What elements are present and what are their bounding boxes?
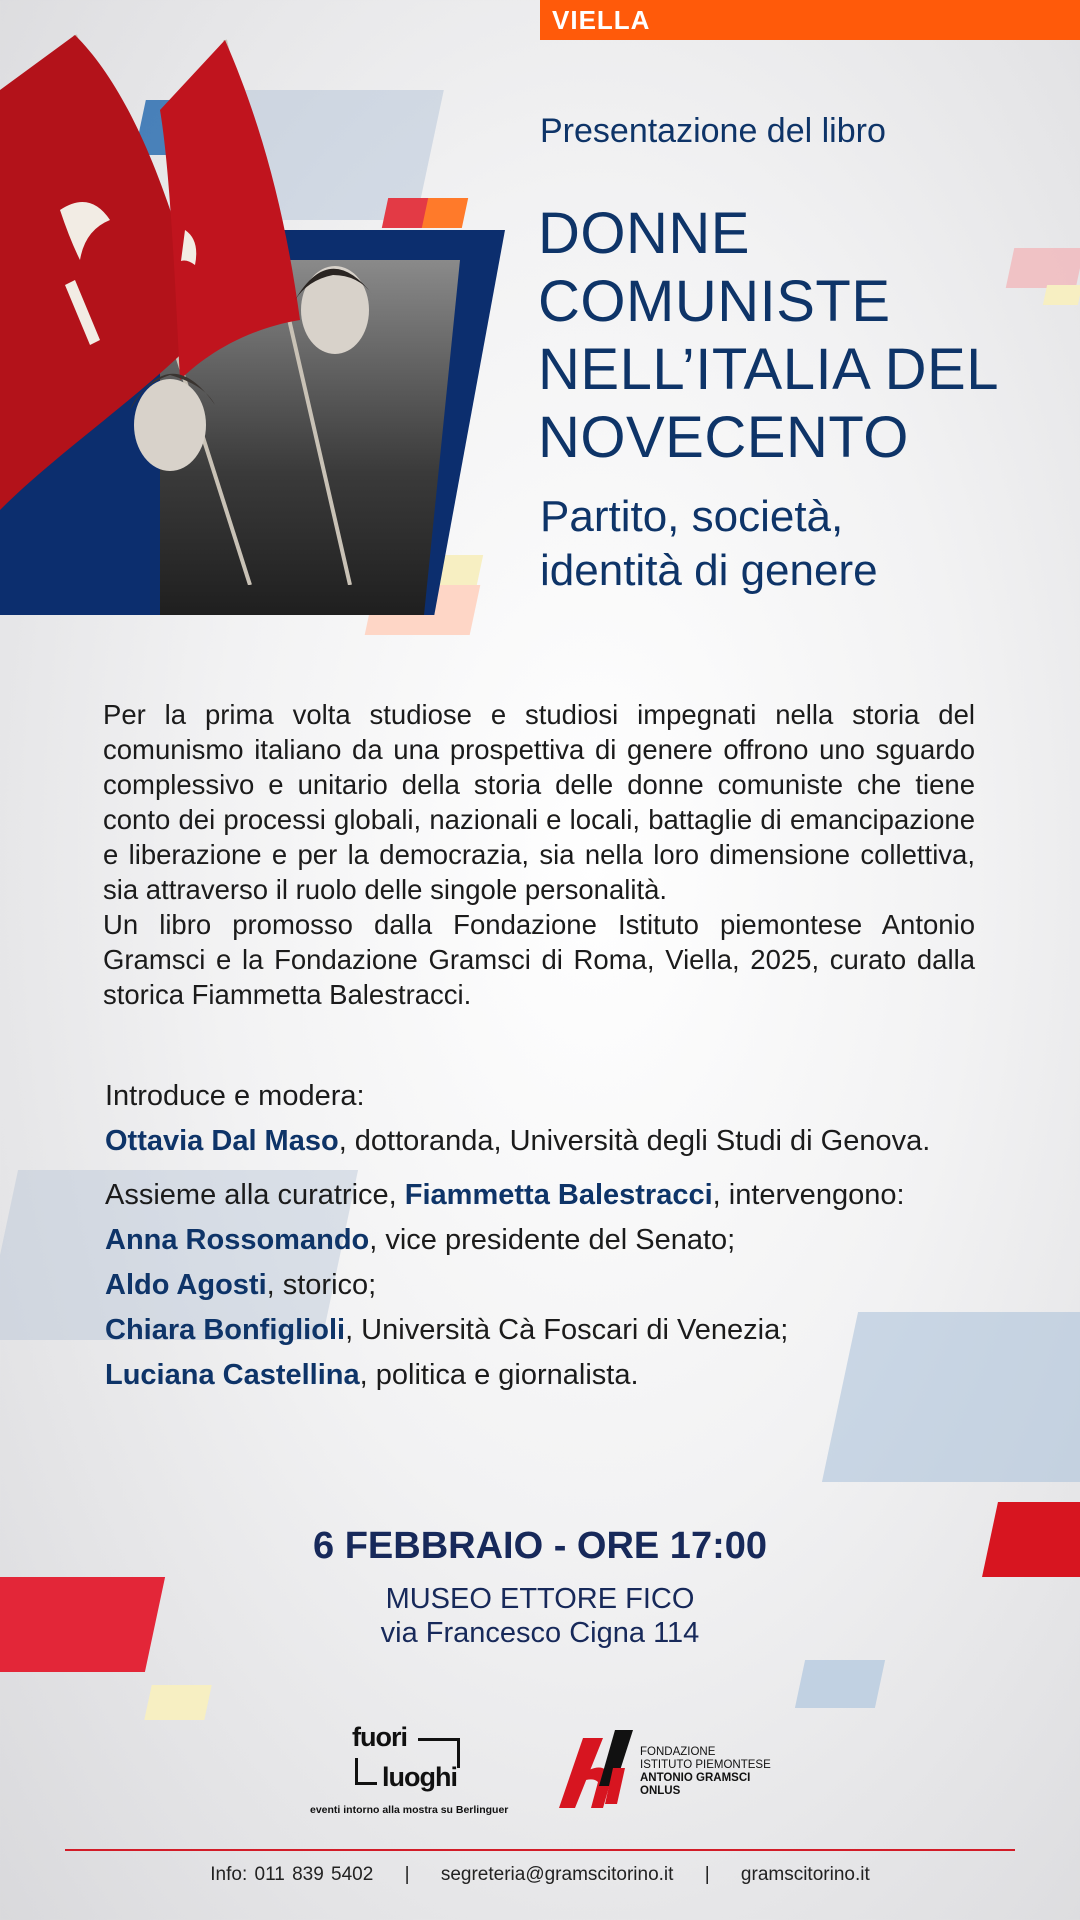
description-paragraph: Un libro promosso dalla Fondazione Istituto piemontese Antonio Gramsci e la Fondazione Gramsci di Roma, Viella, 2025, curato dalla storica Fiammetta Balestracci. (103, 909, 975, 1010)
book-title-line: COMUNISTE (538, 269, 891, 334)
moderator-name: Ottavia Dal Maso (105, 1125, 339, 1157)
publisher-bar (540, 0, 1080, 40)
curator-prefix: Assieme alla curatrice, (105, 1179, 405, 1211)
logo-frame-left (355, 1758, 358, 1784)
red-flags-illustration (0, 30, 505, 585)
moderator-line (105, 1123, 965, 1159)
speaker-name: Anna Rossomando (105, 1224, 370, 1256)
logo-frame-top (418, 1738, 460, 1741)
gramsci-emblem-icon (555, 1728, 637, 1814)
gramsci-logo-line: ANTONIO GRAMSCI (640, 1772, 751, 1784)
logo-tagline: eventi intorno alla mostra su Berlinguer (310, 1804, 509, 1816)
publisher-name: VIELLA (552, 5, 651, 35)
speaker-name: Luciana Castellina (105, 1359, 360, 1391)
logo-word-fuori: fuori (352, 1722, 407, 1752)
footer-separator: | (704, 1864, 710, 1885)
book-subtitle (540, 490, 1060, 598)
book-subtitle-line: identità di genere (540, 546, 878, 595)
footer-divider (65, 1849, 1015, 1851)
logo-frame-bottom (355, 1782, 377, 1785)
speaker-role: , politica e giornalista. (359, 1359, 639, 1391)
event-venue (0, 1582, 1080, 1650)
fuori-luoghi-logo (310, 1722, 525, 1822)
speaker-line (105, 1267, 965, 1303)
logo-word-luoghi: luoghi (382, 1762, 457, 1792)
eyebrow-text: Presentazione del libro (540, 112, 886, 150)
speaker-line (105, 1357, 965, 1393)
deco-cream-block-left (144, 1685, 211, 1720)
book-title (538, 200, 1058, 472)
footer-separator: | (404, 1864, 410, 1885)
gramsci-logo (555, 1728, 785, 1818)
book-title-line: NELL’ITALIA DEL (538, 337, 999, 402)
speaker-name: Aldo Agosti (105, 1269, 267, 1301)
speaker-name: Chiara Bonfiglioli (105, 1314, 346, 1346)
speaker-line (105, 1312, 965, 1348)
speaker-role: , Università Cà Foscari di Venezia; (345, 1314, 789, 1346)
curator-line (105, 1177, 965, 1213)
footer-email-link[interactable]: segreteria@gramscitorino.it (440, 1864, 674, 1885)
cover-photo (0, 30, 505, 585)
book-description (103, 697, 975, 1012)
footer-contacts (0, 1864, 1080, 1886)
speakers-section (105, 1078, 965, 1402)
speaker-role: , vice presidente del Senato; (369, 1224, 736, 1256)
gramsci-logo-line: ONLUS (640, 1785, 681, 1797)
gramsci-logo-text (640, 1746, 771, 1798)
deco-lightblue-block-bottom (795, 1660, 885, 1708)
book-subtitle-line: Partito, società, (540, 492, 844, 541)
gramsci-logo-line: FONDAZIONE (640, 1746, 716, 1758)
book-title-line: DONNE (538, 201, 750, 266)
gramsci-logo-line: ISTITUTO PIEMONTESE (640, 1759, 771, 1771)
logo-frame-right (457, 1738, 460, 1768)
venue-address: via Francesco Cigna 114 (380, 1617, 700, 1649)
speaker-line (105, 1222, 965, 1258)
curator-name: Fiammetta Balestracci (404, 1179, 713, 1211)
description-paragraph: Per la prima volta studiose e studiosi impegnati nella storia del comunismo italiano da una prospettiva di genere offrono uno sguardo complessivo e unitario della storia delle donne comuniste che tiene conto dei processi globali, nazionali e locali, battaglie di emancipazione e liberazione e per la democrazia, sia nella loro dimensione collettiva, sia attraverso il ruolo delle singole personalità. (103, 699, 975, 905)
curator-suffix: , intervengono: (712, 1179, 905, 1211)
event-datetime: 6 FEBBRAIO - ORE 17:00 (313, 1525, 767, 1567)
speaker-role: , storico; (266, 1269, 377, 1301)
footer-phone: Info: 011 839 5402 (210, 1864, 374, 1885)
footer-website-link[interactable]: gramscitorino.it (740, 1864, 870, 1885)
venue-name: MUSEO ETTORE FICO (385, 1583, 695, 1615)
moderator-role: , dottoranda, Università degli Studi di Genova. (338, 1125, 931, 1157)
book-title-line: NOVECENTO (538, 405, 909, 470)
moderator-intro: Introduce e modera: (105, 1080, 365, 1112)
